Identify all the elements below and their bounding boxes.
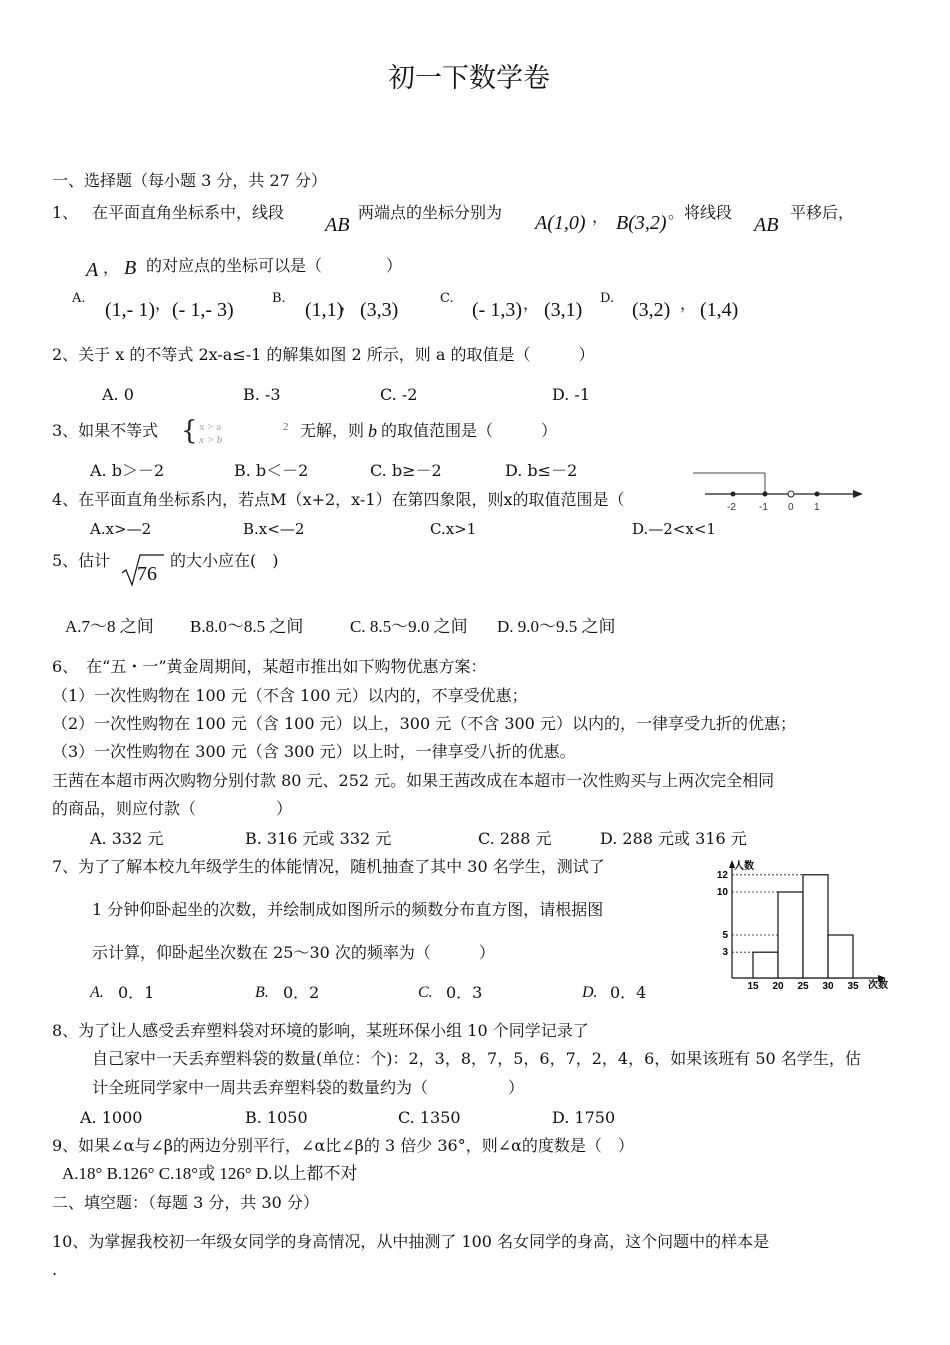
question-5-text: 的大小应在( ) [170, 551, 279, 570]
question-7-text: 7、为了了解本校九年级学生的体能情况，随机抽查了其中 30 名学生，测试了 [52, 857, 605, 876]
svg-text:{: { [181, 418, 198, 444]
option: C. 8.5～9.0 之间 [350, 617, 468, 636]
svg-text:x > b: x > b [199, 434, 223, 444]
section-heading: 一、选择题（每小题 3 分，共 27 分） [52, 171, 327, 190]
x-tick-label: 25 [797, 981, 809, 990]
option: A. 0 [102, 385, 134, 404]
option: B.8.0～8.5 之间 [190, 617, 304, 636]
radicand: 76 [137, 563, 157, 585]
svg-text:x > a: x > a [199, 421, 222, 433]
question-text: 平移后， [790, 203, 855, 222]
inequality-system-image [181, 418, 299, 444]
question-9-options: A.18° B.126° C.18°或 126° D.以上都不对 [62, 1164, 358, 1183]
separator: ， [523, 294, 540, 313]
option-value: (3,2) [632, 299, 671, 321]
separator: ， [340, 294, 357, 313]
option-value: 0．2 [283, 983, 320, 1002]
question-7-text: 示计算，仰卧起坐次数在 25～30 次的频率为（ ） [92, 943, 495, 962]
option-label: C. [418, 984, 433, 1001]
option: C.x>1 [430, 520, 477, 538]
math-point: A(1,0) [535, 212, 586, 234]
frequency-histogram [708, 858, 898, 990]
question-7-text: 1 分钟仰卧起坐的次数，并绘制成如图所示的频数分布直方图，请根据图 [92, 900, 604, 919]
option: B.x<—2 [243, 520, 305, 538]
option-label: C. [440, 291, 454, 306]
histogram-bar [778, 892, 803, 978]
option: A. 332 元 [90, 829, 164, 848]
option: D. 288 元或 316 元 [600, 829, 747, 848]
option: C. 1350 [398, 1108, 461, 1127]
option: D. 9.0～9.5 之间 [497, 617, 616, 636]
question-6-text: （2）一次性购物在 100 元（含 100 元）以上，300 元（不含 300 元）以内的，一律享受九折的优惠； [52, 714, 796, 733]
page-title: 初一下数学卷 [388, 63, 550, 94]
question-number: 1、 [52, 203, 79, 222]
x-axis-label: 次数 [868, 980, 888, 990]
y-tick-label: 5 [722, 930, 728, 941]
option-value: (1,4) [700, 299, 739, 321]
question-4-text: 4、在平面直角坐标系内，若点M（x+2，x-1）在第四象限，则x的取值范围是（ [52, 490, 625, 509]
x-tick-label: 20 [772, 981, 784, 990]
option-value: (1,1) [305, 299, 344, 321]
y-tick-label: 3 [722, 947, 728, 959]
option: A. b＞－2 [90, 461, 165, 480]
option: B. 1050 [245, 1108, 308, 1127]
option-value: (- 1,- 3) [172, 299, 234, 321]
math-segment: AB [754, 214, 779, 236]
option: A.x>—2 [90, 520, 152, 538]
math-var: B [124, 257, 137, 279]
math-segment: AB [325, 214, 350, 236]
option: C. b≥－2 [370, 461, 442, 480]
section-heading: 二、填空题：（每题 3 分，共 30 分） [52, 1193, 319, 1212]
histogram-bar [828, 935, 853, 978]
y-axis-label: 人数 [734, 861, 754, 872]
math-var: b [368, 421, 377, 441]
question-6-text: 王茜在本超市两次购物分别付款 80 元、252 元。如果王茜改成在本超市一次性购买与上两次完全相同 [52, 771, 775, 790]
option-value: 0．4 [610, 983, 647, 1002]
question-3-text: 无解，则 [300, 421, 365, 440]
histogram-bar [753, 952, 778, 978]
option: D.—2<x<1 [632, 520, 716, 538]
option: C. -2 [380, 385, 418, 404]
x-tick-label: 15 [747, 981, 759, 990]
option: C. 288 元 [478, 829, 552, 848]
number-line-tick: -1 [759, 502, 768, 513]
x-tick-label: 35 [847, 981, 859, 990]
y-tick-label: 12 [716, 869, 728, 881]
question-text: 两端点的坐标分别为 [358, 203, 503, 222]
option-value: (1,- 1) [105, 299, 155, 321]
option-value: 0．3 [446, 983, 483, 1002]
question-6-text: （1）一次性购物在 100 元（不含 100 元）以内的，不享受优惠； [52, 686, 528, 705]
option: B. 316 元或 332 元 [245, 829, 392, 848]
histogram-bar [803, 875, 828, 978]
question-3-text: 的取值范围是（ ） [381, 421, 558, 440]
option: A. 1000 [80, 1108, 143, 1127]
question-8-text: 计全班同学家中一周共丢弃塑料袋的数量约为（ ） [92, 1078, 525, 1097]
option: B. b＜－2 [234, 461, 309, 480]
option-value: (- 1,3) [472, 299, 522, 321]
number-line-tick: 0 [788, 502, 794, 513]
question-6-text: 的商品，则应付款（ ） [52, 799, 293, 818]
question-8-text: 8、为了让人感受丢弃塑料袋对环境的影响，某班环保小组 10 个同学记录了 [52, 1021, 589, 1040]
question-text: 的对应点的坐标可以是（ ） [146, 256, 403, 275]
question-3-text: 3、如果不等式 [52, 421, 159, 440]
option-label: D. [582, 984, 598, 1001]
separator: ， [103, 258, 120, 277]
separator: ， [592, 207, 609, 226]
option-value: (3,1) [544, 299, 583, 321]
separator: ， [155, 294, 172, 313]
option: A.7～8 之间 [65, 617, 154, 636]
question-9-text: 9、如果∠α与∠β的两边分别平行，∠α比∠β的 3 倍少 36°，则∠α的度数是（ ） [52, 1136, 634, 1155]
question-8-text: 自己家中一天丢弃塑料袋的数量(单位：个)：2，3，8，7，5，6，7，2，4，6，如果该班有 50 名学生，估 [92, 1049, 861, 1068]
option-label: B. [272, 291, 286, 306]
option: B. -3 [243, 385, 281, 404]
option-label: B. [255, 984, 269, 1001]
number-line [693, 472, 873, 514]
question-text: 在平面直角坐标系中，线段 [92, 203, 285, 222]
option-value: 0．1 [118, 983, 155, 1002]
option-label: A. [90, 984, 104, 1001]
math-var: A [86, 259, 99, 281]
y-tick-label: 10 [716, 887, 728, 898]
option: D. b≤－2 [505, 461, 578, 480]
question-6-text: （3）一次性购物在 300 元（含 300 元）以上时，一律享受八折的优惠。 [52, 742, 576, 761]
separator: ， [680, 294, 697, 313]
question-10-tail: . [52, 1260, 58, 1279]
question-2-text: 2、关于 x 的不等式 2x-a≤-1 的解集如图 2 所示，则 a 的取值是（ ） [52, 345, 595, 364]
question-10-text: 10、为掌握我校初一年级女同学的身高情况，从中抽测了 100 名女同学的身高，这个问题中的样本是 [52, 1232, 770, 1251]
number-line-tick: 1 [814, 502, 820, 513]
question-5-text: 5、估计 [52, 551, 111, 570]
question-text: 。将线段 [668, 203, 733, 222]
question-6-text: 6、 在“五・一”黄金周期间，某超市推出如下购物优惠方案： [52, 657, 487, 676]
math-point: B(3,2) [616, 212, 667, 234]
number-line-tick: -2 [727, 502, 736, 513]
option-label: D. [600, 291, 615, 306]
option: D. 1750 [552, 1108, 616, 1127]
svg-text:2: 2 [283, 421, 289, 433]
option-value: (3,3) [360, 299, 399, 321]
option-label: A. [72, 291, 86, 306]
x-tick-label: 30 [822, 981, 834, 990]
option: D. -1 [552, 385, 591, 404]
